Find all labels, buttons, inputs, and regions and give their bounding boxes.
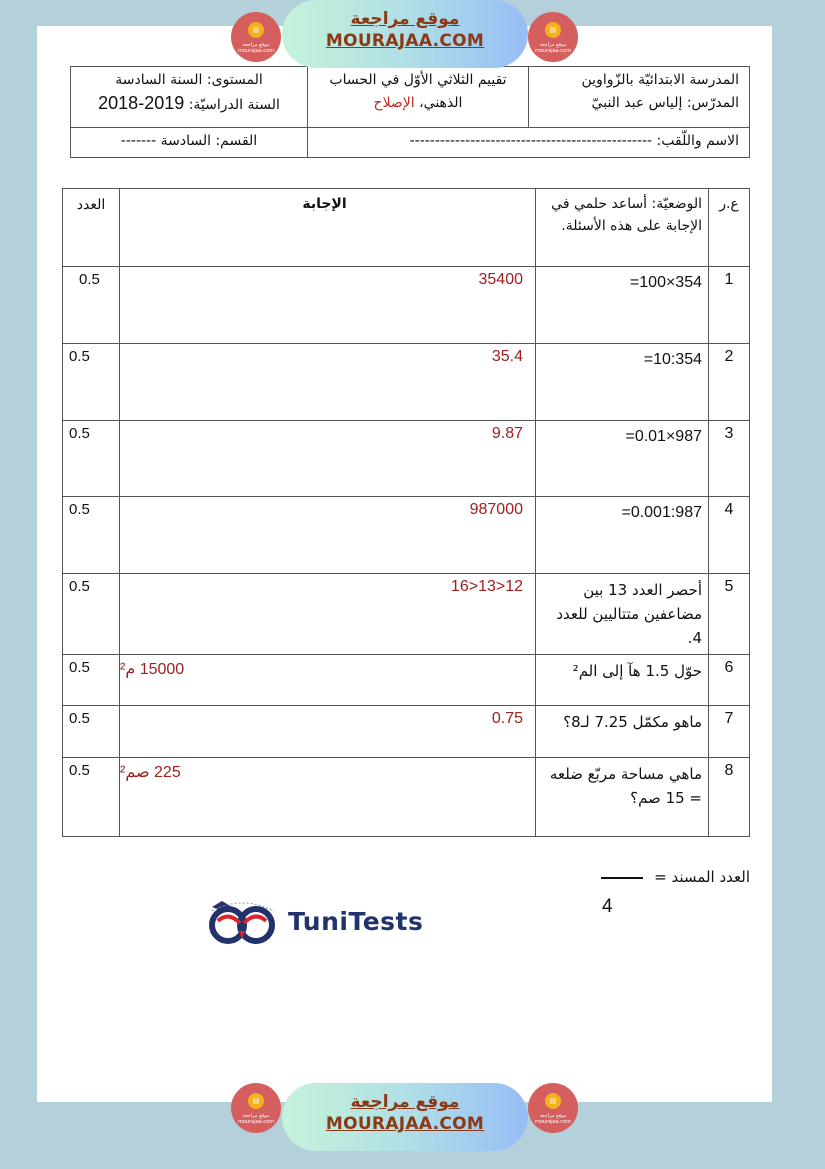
score: 0.5 — [63, 574, 120, 655]
question: =0.01×987 — [536, 421, 709, 497]
book-icon: ▤ — [248, 1093, 264, 1109]
answer[interactable]: 15000 م² — [120, 655, 536, 706]
score: 0.5 — [63, 758, 120, 837]
exam-title: تقييم الثلاثي الأوّل في الحساب — [329, 72, 507, 88]
exam-subtitle: الذهني، — [419, 95, 463, 111]
score: 0.5 — [63, 267, 120, 344]
answer[interactable]: 225 صم² — [120, 758, 536, 837]
banner-latin: MOURAJAA.COM — [325, 1114, 485, 1134]
banner-arabic: موقع مراجعة — [350, 1092, 460, 1112]
class-field[interactable]: القسم: السادسة ------- — [71, 127, 308, 157]
level-label: المستوى: السنة السادسة — [115, 72, 263, 88]
header-situation: الوضعيّة: أساعد حلمي في الإجابة على هذه الأسئلة. — [536, 189, 709, 267]
score: 0.5 — [63, 497, 120, 574]
answer[interactable]: 16>13>12 — [120, 574, 536, 655]
question: حوّل 1.5 هآ إلى الم² — [536, 655, 709, 706]
table-row — [63, 344, 750, 421]
row-number: 8 — [709, 758, 750, 837]
mourajaa-badge-left-bottom[interactable] — [231, 1083, 281, 1133]
mourajaa-banner-bottom[interactable] — [282, 1083, 528, 1151]
score-label: العدد المسند = — [654, 868, 750, 886]
correction-label: الإصلاح — [373, 95, 415, 111]
badge-caption: موقع مراجعة mourajaa.com — [534, 1113, 571, 1125]
question: =0.001:987 — [536, 497, 709, 574]
table-header-row — [63, 189, 750, 267]
tunitests-logo[interactable] — [208, 893, 428, 953]
banner-latin: MOURAJAA.COM — [325, 31, 485, 51]
header-answer: الإجابة — [120, 189, 536, 267]
book-icon: ▤ — [545, 22, 561, 38]
exam-title-cell — [308, 67, 529, 128]
badge-caption: موقع مراجعة mourajaa.com — [534, 42, 571, 54]
table-row — [63, 267, 750, 344]
table-row — [63, 574, 750, 655]
answer[interactable]: 9.87 — [120, 421, 536, 497]
teacher-name: المدرّس: إلياس عبد النبيّ — [591, 95, 739, 111]
question: =100×354 — [536, 267, 709, 344]
mourajaa-badge-left[interactable] — [231, 12, 281, 62]
mourajaa-badge-right-bottom[interactable] — [528, 1083, 578, 1133]
brand-name: TuniTests — [288, 907, 424, 936]
answer[interactable]: 987000 — [120, 497, 536, 574]
total-score — [560, 868, 750, 928]
table-row — [63, 421, 750, 497]
row-number: 3 — [709, 421, 750, 497]
answer[interactable]: 0.75 — [120, 706, 536, 758]
question: =10:354 — [536, 344, 709, 421]
score: 0.5 — [63, 421, 120, 497]
question: أحصر العدد 13 بين مضاعفين متتاليين للعدد 4. — [536, 574, 709, 655]
score-denominator: 4 — [602, 896, 613, 917]
banner-arabic: موقع مراجعة — [350, 9, 460, 29]
answer[interactable]: 35400 — [120, 267, 536, 344]
row-number: 5 — [709, 574, 750, 655]
question: ماهي مساحة مربّع ضلعه = 15 صم؟ — [536, 758, 709, 837]
row-number: 7 — [709, 706, 750, 758]
table-row — [63, 758, 750, 837]
school-name: المدرسة الابتدائيّة بالزّواوين — [581, 72, 739, 88]
student-name-field[interactable]: الاسم واللّقب: ------------------------------------------------ — [308, 127, 750, 157]
book-icon: ▤ — [248, 22, 264, 38]
owl-icon — [208, 897, 278, 949]
score: 0.5 — [63, 655, 120, 706]
row-number: 1 — [709, 267, 750, 344]
badge-caption: موقع مراجعة mourajaa.com — [237, 1113, 274, 1125]
row-number: 6 — [709, 655, 750, 706]
school-year: 2019-2018 — [98, 93, 185, 113]
school-info-cell — [529, 67, 750, 128]
header-score: العدد — [63, 189, 120, 267]
questions-table — [62, 188, 750, 837]
table-row — [63, 497, 750, 574]
table-row — [63, 706, 750, 758]
fraction-bar — [601, 877, 643, 879]
score: 0.5 — [63, 706, 120, 758]
school-year-label: السنة الدراسيّة: — [188, 97, 280, 113]
score: 0.5 — [63, 344, 120, 421]
mourajaa-banner-top[interactable] — [282, 0, 528, 68]
book-icon: ▤ — [545, 1093, 561, 1109]
answer[interactable]: 35.4 — [120, 344, 536, 421]
badge-caption: موقع مراجعة mourajaa.com — [237, 42, 274, 54]
row-number: 4 — [709, 497, 750, 574]
header-table — [70, 66, 750, 158]
row-number: 2 — [709, 344, 750, 421]
question: ماهو مكمّل 7.25 لـ8؟ — [536, 706, 709, 758]
mourajaa-badge-right[interactable] — [528, 12, 578, 62]
header-num: ع.ر — [709, 189, 750, 267]
table-row — [63, 655, 750, 706]
level-cell — [71, 67, 308, 128]
